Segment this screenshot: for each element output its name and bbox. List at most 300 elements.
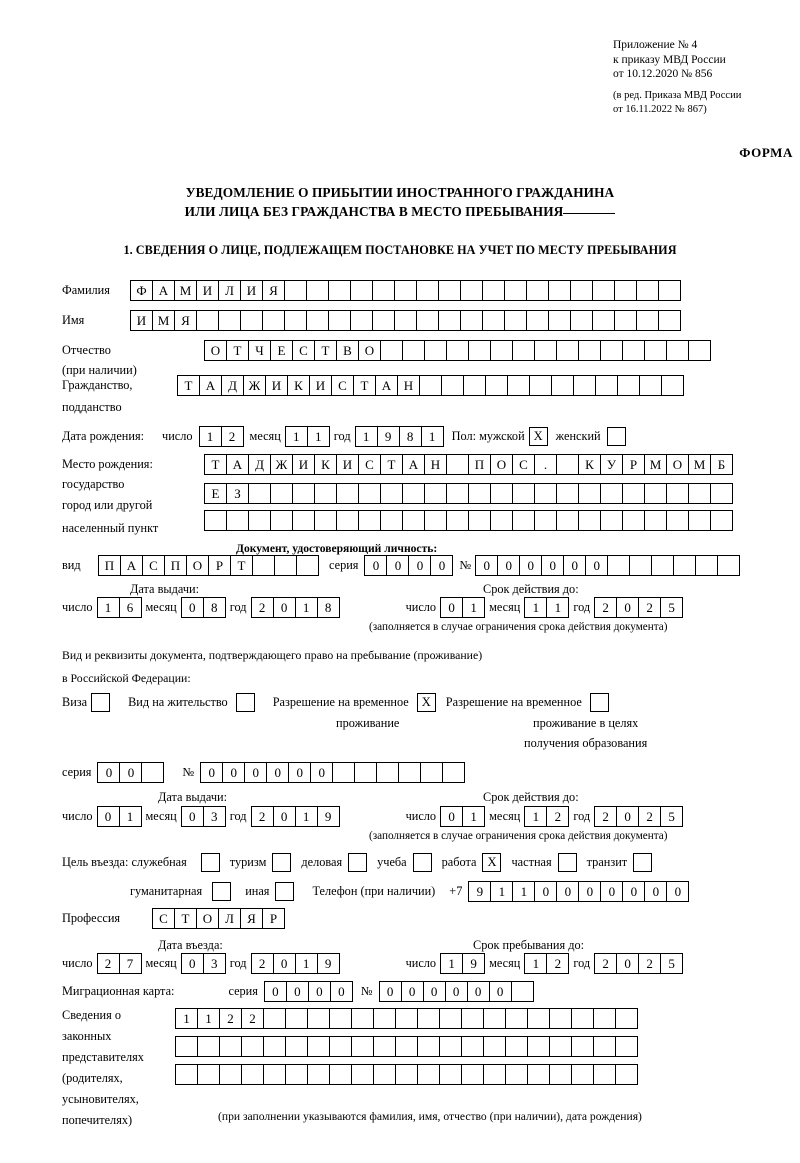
- cell[interactable]: 2: [97, 953, 120, 974]
- cell[interactable]: [439, 1008, 462, 1029]
- cell[interactable]: 1: [524, 597, 547, 618]
- cell[interactable]: 0: [273, 597, 296, 618]
- cell[interactable]: [571, 1036, 594, 1057]
- field-stay-number[interactable]: [200, 762, 465, 783]
- cell[interactable]: [600, 510, 623, 531]
- cell[interactable]: [175, 1036, 198, 1057]
- cell[interactable]: И: [240, 280, 263, 301]
- cell[interactable]: 0: [200, 762, 223, 783]
- cell[interactable]: 0: [379, 981, 402, 1002]
- cell[interactable]: А: [375, 375, 398, 396]
- cell[interactable]: [358, 483, 381, 504]
- cell[interactable]: [354, 762, 377, 783]
- cell[interactable]: 0: [489, 981, 512, 1002]
- cell[interactable]: [507, 375, 530, 396]
- cell[interactable]: [424, 483, 447, 504]
- cell[interactable]: 0: [475, 555, 498, 576]
- cell[interactable]: 3: [203, 953, 226, 974]
- cell[interactable]: [468, 483, 491, 504]
- field-citizenship[interactable]: [177, 375, 684, 396]
- cell[interactable]: С: [358, 454, 381, 475]
- cell[interactable]: [380, 483, 403, 504]
- cell[interactable]: [468, 510, 491, 531]
- cell[interactable]: 1: [197, 1008, 220, 1029]
- cell[interactable]: 1: [295, 597, 318, 618]
- cell[interactable]: К: [578, 454, 601, 475]
- cell[interactable]: 1: [546, 597, 569, 618]
- cell[interactable]: 0: [308, 981, 331, 1002]
- cell[interactable]: [285, 1036, 308, 1057]
- cell[interactable]: 2: [638, 953, 661, 974]
- field-surname[interactable]: [130, 280, 681, 301]
- cell[interactable]: Ф: [130, 280, 153, 301]
- cell[interactable]: 0: [585, 555, 608, 576]
- cell[interactable]: Л: [218, 280, 241, 301]
- cell[interactable]: [336, 483, 359, 504]
- cell[interactable]: 0: [119, 762, 142, 783]
- cell[interactable]: [615, 1036, 638, 1057]
- cell[interactable]: [446, 510, 469, 531]
- cell[interactable]: [658, 310, 681, 331]
- cell[interactable]: [398, 762, 421, 783]
- cell[interactable]: 9: [317, 806, 340, 827]
- cell[interactable]: 2: [251, 806, 274, 827]
- cell[interactable]: О: [196, 908, 219, 929]
- cell[interactable]: [263, 1036, 286, 1057]
- field-doc-series[interactable]: [364, 555, 453, 576]
- cell[interactable]: 8: [317, 597, 340, 618]
- field-stay-until-day[interactable]: [440, 953, 485, 974]
- field-stay-series[interactable]: [97, 762, 164, 783]
- cell[interactable]: 2: [594, 806, 617, 827]
- cell[interactable]: [578, 510, 601, 531]
- cell[interactable]: 9: [317, 953, 340, 974]
- cell[interactable]: С: [512, 454, 535, 475]
- cell[interactable]: 8: [399, 426, 422, 447]
- cell[interactable]: А: [120, 555, 143, 576]
- cell[interactable]: [307, 1064, 330, 1085]
- cell[interactable]: [417, 1064, 440, 1085]
- checkbox-purpose-work[interactable]: X: [482, 853, 501, 872]
- cell[interactable]: К: [314, 454, 337, 475]
- field-stay-valid-year[interactable]: [594, 806, 683, 827]
- cell[interactable]: [695, 555, 718, 576]
- cell[interactable]: 0: [563, 555, 586, 576]
- cell[interactable]: О: [358, 340, 381, 361]
- cell[interactable]: 5: [660, 953, 683, 974]
- cell[interactable]: [241, 1064, 264, 1085]
- cell[interactable]: 0: [386, 555, 409, 576]
- cell[interactable]: К: [287, 375, 310, 396]
- cell[interactable]: С: [142, 555, 165, 576]
- checkbox-purpose-transit[interactable]: [633, 853, 652, 872]
- cell[interactable]: [485, 375, 508, 396]
- cell[interactable]: [376, 762, 399, 783]
- field-stay-until-month[interactable]: [524, 953, 569, 974]
- cell[interactable]: [534, 340, 557, 361]
- cell[interactable]: Ч: [248, 340, 271, 361]
- cell[interactable]: [240, 310, 263, 331]
- cell[interactable]: [285, 1064, 308, 1085]
- cell[interactable]: С: [331, 375, 354, 396]
- cell[interactable]: 9: [468, 881, 491, 902]
- cell[interactable]: [710, 510, 733, 531]
- field-doc-valid-month[interactable]: [524, 597, 569, 618]
- cell[interactable]: [196, 310, 219, 331]
- cell[interactable]: [527, 1064, 550, 1085]
- cell[interactable]: 0: [578, 881, 601, 902]
- cell[interactable]: 0: [622, 881, 645, 902]
- field-stay-valid-month[interactable]: [524, 806, 569, 827]
- cell[interactable]: 0: [644, 881, 667, 902]
- cell[interactable]: [306, 310, 329, 331]
- cell[interactable]: [534, 510, 557, 531]
- cell[interactable]: И: [292, 454, 315, 475]
- cell[interactable]: 8: [203, 597, 226, 618]
- cell[interactable]: 0: [519, 555, 542, 576]
- cell[interactable]: О: [490, 454, 513, 475]
- field-legal-rep-row1[interactable]: [175, 1008, 638, 1029]
- checkbox-purpose-private[interactable]: [558, 853, 577, 872]
- cell[interactable]: 0: [534, 881, 557, 902]
- cell[interactable]: [204, 510, 227, 531]
- checkbox-edu-residence[interactable]: [590, 693, 609, 712]
- cell[interactable]: [490, 340, 513, 361]
- cell[interactable]: Т: [204, 454, 227, 475]
- cell[interactable]: [328, 280, 351, 301]
- cell[interactable]: 6: [119, 597, 142, 618]
- field-doc-valid-year[interactable]: [594, 597, 683, 618]
- cell[interactable]: [512, 340, 535, 361]
- cell[interactable]: [534, 483, 557, 504]
- cell[interactable]: [270, 483, 293, 504]
- cell[interactable]: [350, 280, 373, 301]
- cell[interactable]: 1: [175, 1008, 198, 1029]
- cell[interactable]: С: [152, 908, 175, 929]
- cell[interactable]: 1: [421, 426, 444, 447]
- cell[interactable]: 2: [251, 953, 274, 974]
- cell[interactable]: [644, 340, 667, 361]
- checkbox-temp-residence[interactable]: X: [417, 693, 436, 712]
- cell[interactable]: М: [174, 280, 197, 301]
- cell[interactable]: [592, 280, 615, 301]
- cell[interactable]: 0: [408, 555, 431, 576]
- checkbox-purpose-business[interactable]: [348, 853, 367, 872]
- cell[interactable]: [570, 280, 593, 301]
- cell[interactable]: 2: [221, 426, 244, 447]
- cell[interactable]: М: [688, 454, 711, 475]
- cell[interactable]: [263, 1064, 286, 1085]
- checkbox-purpose-official[interactable]: [201, 853, 220, 872]
- cell[interactable]: 1: [462, 597, 485, 618]
- cell[interactable]: [548, 280, 571, 301]
- field-stay-until-year[interactable]: [594, 953, 683, 974]
- cell[interactable]: 1: [490, 881, 513, 902]
- cell[interactable]: [651, 555, 674, 576]
- cell[interactable]: [358, 510, 381, 531]
- checkbox-residence-permit[interactable]: [236, 693, 255, 712]
- cell[interactable]: [285, 1008, 308, 1029]
- cell[interactable]: А: [152, 280, 175, 301]
- cell[interactable]: [175, 1064, 198, 1085]
- cell[interactable]: [248, 510, 271, 531]
- cell[interactable]: Я: [240, 908, 263, 929]
- cell[interactable]: В: [336, 340, 359, 361]
- field-doc-number[interactable]: [475, 555, 740, 576]
- cell[interactable]: Т: [380, 454, 403, 475]
- cell[interactable]: [483, 1008, 506, 1029]
- cell[interactable]: [395, 1036, 418, 1057]
- field-stay-issue-month[interactable]: [181, 806, 226, 827]
- cell[interactable]: [688, 510, 711, 531]
- cell[interactable]: [644, 510, 667, 531]
- cell[interactable]: [549, 1064, 572, 1085]
- cell[interactable]: 1: [295, 953, 318, 974]
- cell[interactable]: [419, 375, 442, 396]
- cell[interactable]: [556, 454, 579, 475]
- cell[interactable]: Я: [174, 310, 197, 331]
- cell[interactable]: 0: [244, 762, 267, 783]
- cell[interactable]: [615, 1008, 638, 1029]
- checkbox-sex-female[interactable]: [607, 427, 626, 446]
- cell[interactable]: 9: [377, 426, 400, 447]
- cell[interactable]: [350, 310, 373, 331]
- cell[interactable]: [658, 280, 681, 301]
- cell[interactable]: [380, 340, 403, 361]
- cell[interactable]: [617, 375, 640, 396]
- cell[interactable]: О: [666, 454, 689, 475]
- cell[interactable]: Л: [218, 908, 241, 929]
- cell[interactable]: [578, 340, 601, 361]
- cell[interactable]: [351, 1008, 374, 1029]
- cell[interactable]: [622, 510, 645, 531]
- checkbox-purpose-other[interactable]: [275, 882, 294, 901]
- cell[interactable]: [512, 483, 535, 504]
- cell[interactable]: 1: [199, 426, 222, 447]
- cell[interactable]: [490, 510, 513, 531]
- cell[interactable]: [571, 1064, 594, 1085]
- cell[interactable]: О: [204, 340, 227, 361]
- cell[interactable]: Н: [424, 454, 447, 475]
- cell[interactable]: 0: [467, 981, 490, 1002]
- cell[interactable]: О: [186, 555, 209, 576]
- cell[interactable]: [416, 280, 439, 301]
- field-entry-year[interactable]: [251, 953, 340, 974]
- cell[interactable]: И: [309, 375, 332, 396]
- cell[interactable]: [439, 1036, 462, 1057]
- cell[interactable]: [483, 1064, 506, 1085]
- field-birth-day[interactable]: [199, 426, 244, 447]
- cell[interactable]: 1: [285, 426, 308, 447]
- cell[interactable]: [328, 310, 351, 331]
- cell[interactable]: [595, 375, 618, 396]
- cell[interactable]: [578, 483, 601, 504]
- cell[interactable]: .: [534, 454, 557, 475]
- cell[interactable]: Т: [314, 340, 337, 361]
- cell[interactable]: [284, 280, 307, 301]
- cell[interactable]: Е: [270, 340, 293, 361]
- cell[interactable]: [622, 340, 645, 361]
- cell[interactable]: [218, 310, 241, 331]
- cell[interactable]: [666, 510, 689, 531]
- cell[interactable]: [571, 1008, 594, 1029]
- cell[interactable]: [219, 1036, 242, 1057]
- cell[interactable]: [372, 310, 395, 331]
- cell[interactable]: [527, 1008, 550, 1029]
- cell[interactable]: [673, 555, 696, 576]
- cell[interactable]: 1: [512, 881, 535, 902]
- cell[interactable]: 0: [423, 981, 446, 1002]
- cell[interactable]: [461, 1036, 484, 1057]
- cell[interactable]: [688, 483, 711, 504]
- cell[interactable]: [592, 310, 615, 331]
- cell[interactable]: 1: [462, 806, 485, 827]
- cell[interactable]: 9: [462, 953, 485, 974]
- cell[interactable]: [226, 510, 249, 531]
- cell[interactable]: [549, 1008, 572, 1029]
- field-doc-issue-day[interactable]: [97, 597, 142, 618]
- cell[interactable]: П: [98, 555, 121, 576]
- cell[interactable]: 0: [430, 555, 453, 576]
- field-patronymic[interactable]: [204, 340, 711, 361]
- cell[interactable]: [351, 1064, 374, 1085]
- cell[interactable]: [336, 510, 359, 531]
- cell[interactable]: [593, 1008, 616, 1029]
- cell[interactable]: [504, 310, 527, 331]
- cell[interactable]: [490, 483, 513, 504]
- cell[interactable]: Н: [397, 375, 420, 396]
- cell[interactable]: [710, 483, 733, 504]
- cell[interactable]: И: [265, 375, 288, 396]
- field-legal-rep-row2[interactable]: [175, 1036, 638, 1057]
- cell[interactable]: [446, 483, 469, 504]
- cell[interactable]: 2: [251, 597, 274, 618]
- cell[interactable]: 2: [594, 953, 617, 974]
- cell[interactable]: [549, 1036, 572, 1057]
- cell[interactable]: 2: [241, 1008, 264, 1029]
- cell[interactable]: 0: [401, 981, 424, 1002]
- cell[interactable]: 2: [638, 806, 661, 827]
- field-name[interactable]: [130, 310, 681, 331]
- cell[interactable]: [141, 762, 164, 783]
- cell[interactable]: [262, 310, 285, 331]
- field-stay-issue-day[interactable]: [97, 806, 142, 827]
- cell[interactable]: [424, 510, 447, 531]
- cell[interactable]: 0: [666, 881, 689, 902]
- cell[interactable]: 1: [119, 806, 142, 827]
- cell[interactable]: [556, 340, 579, 361]
- cell[interactable]: 0: [440, 597, 463, 618]
- cell[interactable]: 1: [440, 953, 463, 974]
- cell[interactable]: [292, 483, 315, 504]
- cell[interactable]: Ж: [270, 454, 293, 475]
- cell[interactable]: [600, 483, 623, 504]
- cell[interactable]: 0: [264, 981, 287, 1002]
- cell[interactable]: Р: [262, 908, 285, 929]
- cell[interactable]: [284, 310, 307, 331]
- cell[interactable]: [441, 375, 464, 396]
- cell[interactable]: [351, 1036, 374, 1057]
- cell[interactable]: [306, 280, 329, 301]
- cell[interactable]: [439, 1064, 462, 1085]
- cell[interactable]: [372, 280, 395, 301]
- cell[interactable]: [463, 375, 486, 396]
- cell[interactable]: [252, 555, 275, 576]
- field-mig-number[interactable]: [379, 981, 534, 1002]
- cell[interactable]: 2: [219, 1008, 242, 1029]
- cell[interactable]: [461, 1064, 484, 1085]
- cell[interactable]: [314, 510, 337, 531]
- cell[interactable]: [573, 375, 596, 396]
- cell[interactable]: [373, 1008, 396, 1029]
- cell[interactable]: [307, 1008, 330, 1029]
- cell[interactable]: [442, 762, 465, 783]
- cell[interactable]: 0: [310, 762, 333, 783]
- cell[interactable]: [263, 1008, 286, 1029]
- cell[interactable]: 0: [273, 806, 296, 827]
- field-stay-valid-day[interactable]: [440, 806, 485, 827]
- checkbox-visa[interactable]: [91, 693, 110, 712]
- cell[interactable]: [661, 375, 684, 396]
- cell[interactable]: Т: [230, 555, 253, 576]
- cell[interactable]: И: [196, 280, 219, 301]
- cell[interactable]: [468, 340, 491, 361]
- cell[interactable]: [420, 762, 443, 783]
- cell[interactable]: 0: [440, 806, 463, 827]
- cell[interactable]: [417, 1008, 440, 1029]
- cell[interactable]: А: [199, 375, 222, 396]
- cell[interactable]: [446, 340, 469, 361]
- cell[interactable]: [717, 555, 740, 576]
- cell[interactable]: Т: [226, 340, 249, 361]
- cell[interactable]: [527, 1036, 550, 1057]
- cell[interactable]: 1: [355, 426, 378, 447]
- field-entry-month[interactable]: [181, 953, 226, 974]
- cell[interactable]: 3: [203, 806, 226, 827]
- cell[interactable]: [461, 1008, 484, 1029]
- cell[interactable]: [270, 510, 293, 531]
- cell[interactable]: Р: [208, 555, 231, 576]
- cell[interactable]: [504, 280, 527, 301]
- cell[interactable]: [614, 310, 637, 331]
- field-doc-issue-year[interactable]: [251, 597, 340, 618]
- cell[interactable]: [292, 510, 315, 531]
- cell[interactable]: 0: [222, 762, 245, 783]
- cell[interactable]: 5: [660, 806, 683, 827]
- cell[interactable]: [248, 483, 271, 504]
- cell[interactable]: Т: [174, 908, 197, 929]
- cell[interactable]: 0: [181, 953, 204, 974]
- checkbox-purpose-tourism[interactable]: [272, 853, 291, 872]
- cell[interactable]: А: [402, 454, 425, 475]
- field-birth-place-city-row2[interactable]: [204, 510, 733, 531]
- cell[interactable]: [219, 1064, 242, 1085]
- cell[interactable]: 1: [524, 806, 547, 827]
- cell[interactable]: 0: [286, 981, 309, 1002]
- cell[interactable]: [511, 981, 534, 1002]
- cell[interactable]: 2: [638, 597, 661, 618]
- field-mig-series[interactable]: [264, 981, 353, 1002]
- cell[interactable]: [505, 1064, 528, 1085]
- cell[interactable]: [636, 310, 659, 331]
- cell[interactable]: 2: [546, 953, 569, 974]
- cell[interactable]: [241, 1036, 264, 1057]
- cell[interactable]: М: [644, 454, 667, 475]
- field-stay-issue-year[interactable]: [251, 806, 340, 827]
- cell[interactable]: [505, 1008, 528, 1029]
- cell[interactable]: П: [164, 555, 187, 576]
- cell[interactable]: 0: [616, 806, 639, 827]
